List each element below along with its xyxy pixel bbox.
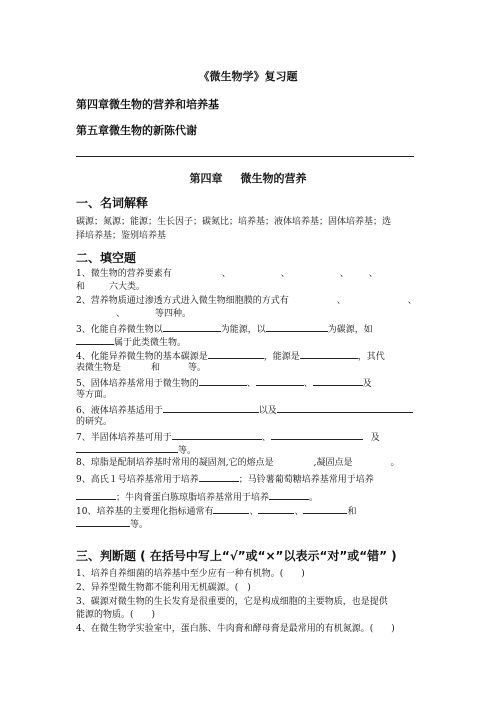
q3-line-2: 属于此类微生物。: [76, 335, 418, 350]
blank[interactable]: [266, 322, 328, 332]
section-heading-definitions: 一、名词解释: [76, 196, 149, 210]
q7-line-2: 等。: [76, 443, 418, 458]
q3-line-1: 3、化能自养微生物以 为能源，以 为碳源，如: [76, 322, 418, 337]
tf-item: 1、培养自养细菌的培养基中至少应有一种有机物。( ): [76, 569, 305, 579]
q10-line-2: 等。: [76, 517, 418, 532]
q1-line-1: 1、微生物的营养要素有 、 、 、 、: [76, 269, 378, 279]
blank[interactable]: [76, 490, 116, 500]
section-heading-fill-blank: 二、填空题: [76, 251, 137, 265]
tf-item: 4、在微生物学实验室中，蛋白胨、牛肉膏和酵母膏是最常用的有机氮源。( ): [76, 624, 395, 634]
blank[interactable]: [303, 504, 347, 514]
q9-line-1: 9、高氏１号培养基常用于培养 ；马铃薯葡萄糖培养基常用于培养: [76, 472, 418, 487]
blank[interactable]: [271, 430, 363, 440]
blank[interactable]: [199, 472, 239, 482]
blank[interactable]: [172, 430, 262, 440]
chapter-heading-name: 微生物的营养: [240, 172, 307, 185]
q1-line-2: 和 六大类。: [76, 282, 146, 292]
blank[interactable]: [256, 376, 304, 386]
blank[interactable]: [163, 403, 259, 413]
chapter-title-5: 第五章微生物的新陈代谢: [76, 124, 197, 137]
definitions-line-2: 择培养基；鉴别培养基: [76, 231, 167, 241]
blank[interactable]: [199, 376, 247, 386]
tf-item: 3、碳源对微生物的生长发育是很重要的，它是构成细胞的主要物质，也是提供: [76, 597, 388, 607]
blank[interactable]: [208, 349, 264, 359]
q4-line-1: 4、化能异养微生物的基本碳源是 ，能源是 ，其代: [76, 349, 418, 364]
blank[interactable]: [258, 504, 294, 514]
q6-line-2: 的研究。: [76, 417, 113, 427]
blank[interactable]: [213, 504, 249, 514]
definitions-line-1: 碳源；氮源；能源；生长因子；碳氮比；培养基；液体培养基；固体培养基；选: [76, 217, 392, 227]
blank[interactable]: [76, 335, 114, 345]
blank[interactable]: [313, 376, 363, 386]
divider-rule: [76, 156, 414, 157]
blank[interactable]: [269, 490, 309, 500]
q10-line-1: 10、培养基的主要理化指标通常有 、 、 和: [76, 504, 418, 519]
chapter-title-4: 第四章微生物的营养和培养基: [76, 98, 219, 111]
q6-line-1: 6、液体培养基适用于 以及: [76, 403, 418, 418]
chapter-heading: [0, 170, 496, 186]
q2-line-1: 2、营养物质通过渗透方式进入微生物细胞膜的方式有 、 、: [76, 296, 417, 306]
q2-line-2: 、 等四种。: [116, 309, 192, 319]
blank[interactable]: [76, 517, 130, 527]
q7-line-1: 7、半固体培养基可用于 、 及: [76, 430, 418, 445]
q8-line-1: 8、琼脂是配制培养基时常用的凝固剂,它的熔点是 ,凝固点是 。: [76, 458, 400, 468]
q5-line-1: 5、固体培养基常用于微生物的 、 、 及: [76, 376, 418, 391]
blank[interactable]: [277, 403, 413, 413]
doc-title: 《微生物学》复习题: [198, 70, 298, 83]
blank[interactable]: [163, 322, 221, 332]
tf-item: 2、异养型微生物都不能利用无机碳源。( ): [76, 583, 251, 593]
blank[interactable]: [76, 443, 178, 453]
tf-item-continued: 能源的物质。( ): [76, 610, 156, 620]
blank[interactable]: [300, 349, 358, 359]
q4-line-2: 表微生物是 和 等。: [76, 363, 207, 373]
q9-line-2: ；牛肉膏蛋白胨琼脂培养基常用于培养 。: [76, 490, 418, 505]
q5-line-2: 等方面。: [76, 390, 113, 400]
section-heading-true-false: 三、判断题 ( 在括号中写上“√”或“×”以表示“对”或“错” ): [76, 549, 397, 563]
chapter-heading-num: 第四章: [189, 172, 223, 185]
